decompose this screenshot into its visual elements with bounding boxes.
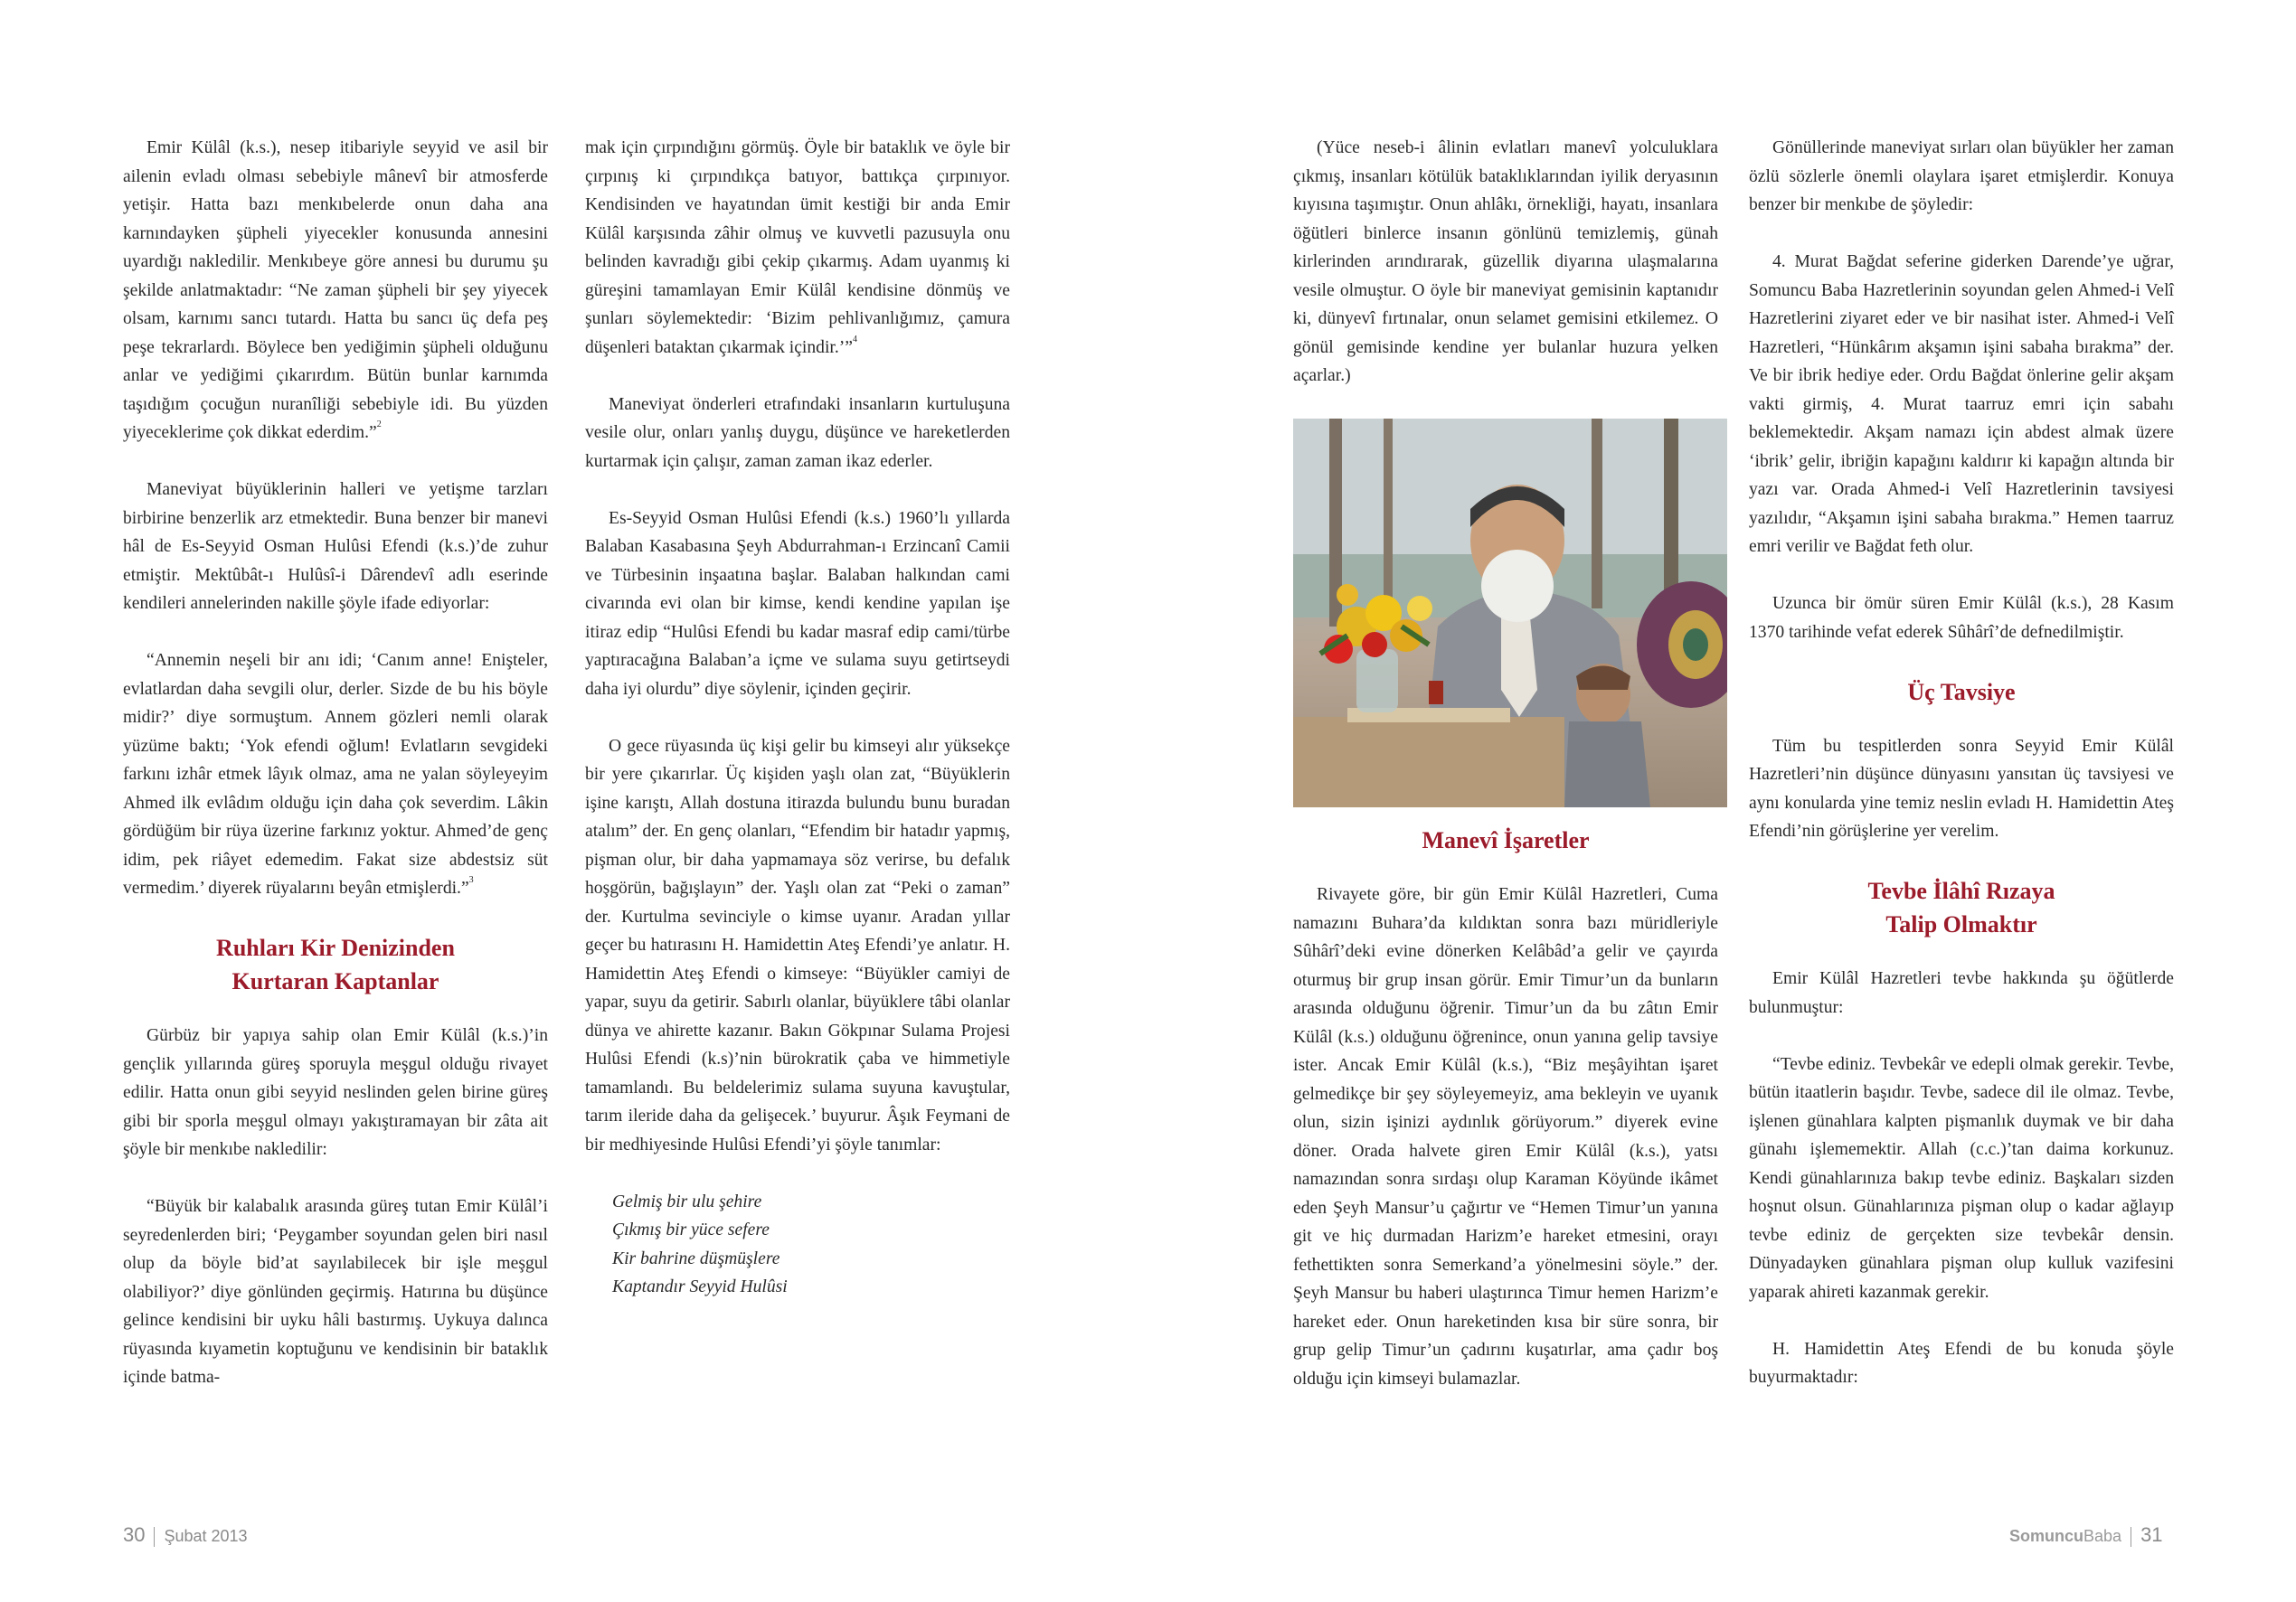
portrait-photo xyxy=(1293,419,1727,807)
body-paragraph: 4. Murat Bağdat seferine giderken Darende’ye uğrar, Somuncu Baba Hazretlerinin soyundan gelen Ahmed-i Velî Hazretlerini ziyaret eder ve bir nasihat ister. Ahmed-i Velî Hazretleri, “Hünkârım akşamın işini sabaha bırakma” der. Ve bir ibrik hediye eder. Ordu Bağdat önlerine gelir akşam vakti girmiş, 4. Murat taarruz emri için sabahı beklemektedir. Akşam namazı için abdest almak üzere ‘ibrik’ gelir, ibriğin kapağını kaldırır ki kapağın altında bir yazı var. Orada Ahmed-i Velî Hazretlerinin tavsiyesi yazılıdır, “Akşamın işini sabaha bırakma.” Hemen taarruz emri verilir ve Bağdat feth olur. xyxy=(1749,252,2174,556)
body-paragraph: Emir Külâl Hazretleri tevbe hakkında şu öğütlerde bulunmuştur: xyxy=(1749,969,2174,1017)
quote-paragraph: “Büyük bir kalabalık arasında güreş tutan Emir Külâl’i seyredenlerden biri; ‘Peygamber soyundan gelen biri nasıl olup da böyle bid’at sayılabilecek bir işle meşgul olabiliyor?’ diye gönlünden geçirmiş. Hatırına bu düşünce gelince kendisini bir uyku hâli bastırmış. Uykuya dalınca rüyasında kıyametin koptuğunu ve kendisinin bir bataklık içinde batma- xyxy=(123,1197,548,1387)
body-paragraph: Gönüllerinde maneviyat sırları olan büyükler her zaman özlü sözlerle önemli olaylara işaret etmişlerdir. Konuya benzer bir menkıbe de şöyledir: xyxy=(1749,138,2174,214)
poem-line: Kir bahrine düşmüşlere xyxy=(612,1249,780,1268)
body-paragraph: (Yüce neseb-i âlinin evlatları manevî yolculuklara çıkmış, insanları kötülük bataklıklarından iyilik deryasının kıyısına taşımıştır. Onun ahlâkı, örnekliği, hayatı, insanlara öğütleri binlerce insanın gönlünü temizlemiş, günah kirlerinden arındırarak, güzellik diyarına ulaşmalarına vesile olmuştur. O öyle bir maneviyat gemisinin kaptanıdır ki, dünyevî fırtınalar, onun selamet gemisini etkilemez. O gönül gemisinde kendine yer bulanlar huzura yelken açarlar.) xyxy=(1293,138,1718,385)
poem-line: Gelmiş bir ulu şehire xyxy=(612,1192,762,1211)
body-paragraph: Uzunca bir ömür süren Emir Külâl (k.s.), 28 Kasım 1370 tarihinde vefat ederek Sûhârî’de defnedilmiştir. xyxy=(1749,594,2174,642)
right-page-column-1 xyxy=(1293,134,1718,1393)
body-paragraph: Maneviyat önderleri etrafındaki insanların kurtuluşuna vesile olur, onları yanlış duygu, düşünce ve hareketlerden kurtarmak için çalışır, zaman zaman ikaz ederler. xyxy=(585,394,1010,471)
section-heading: Manevî İşaretler xyxy=(1422,827,1590,853)
body-paragraph: O gece rüyasında üç kişi gelir bu kimseyi alır yüksekçe bir yere çıkarırlar. Üç kişiden yaşlı olan zat, “Büyüklerin işine karıştı, Allah dostuna itirazda bulundu bunu buradan atalım” der. En genç olanları, “Efendim bir hatadır yapmış, pişman olur, bir daha yapmamaya söz verirse, bu defalık hoşgörün, bağışlayın” der. Yaşlı olan zat “Peki o zaman” der. Kurtulma sevinciyle o kimse uyanır. Aradan yıllar geçer bu hatırasını H. Hamidettin Ateş Efendi’ye anlatır. H. Hamidettin Ateş Efendi o kimseye: “Büyükler camiyi de yapar, suyu da getirir. Sabırlı olanlar, büyüklere tâbi olanlar dünya ve ahirette kazanır. Bakın Gökpınar Sulama Projesi Hulûsi Efendi (k.s)’nin bürokratik çaba ve himmetiyle tamamlandı. Bu beldelerimiz sulama suyuna kavuştular, tarım ileride daha da gelişecek.’ buyurur. Âşık Feymani de bir medhiyesinde Hulûsi Efendi’yi şöyle tanımlar: xyxy=(585,736,1010,1154)
body-paragraph: Emir Külâl (k.s.), nesep itibariyle seyyid ve asil bir ailenin evladı olması sebebiyle mânevî bir atmosferde yetişir. Hatta bazı menkıbelerde onun daha ana karnındayken şüpheli yiyecekler konusunda annesini uyardığı nakledilir. Menkıbeye göre annesi bu durumu şu şekilde anlatmaktadır: “Ne zaman şüpheli bir şey yiyecek olsam, karnımı sancı tutardı. Hatta bu sancı üç defa peş peşe tekrarlardı. Böylece ben yediğimin şüpheli olduğunu anlar ve yediğimi çıkarırdım. Bütün bunlar karnımda taşıdığım çocuğun nuranîliği sebebiyle idi. Bu yüzden yiyeceklerime çok dikkat ederdim.”$^2$ xyxy=(123,138,548,442)
left-footer xyxy=(123,1523,248,1547)
footer-divider xyxy=(154,1527,155,1547)
portrait-photo-illustration xyxy=(1293,419,1727,807)
page-number: 31 xyxy=(2140,1523,2163,1546)
poem-line: Çıkmış bir yüce sefere xyxy=(612,1220,770,1239)
body-paragraph: Maneviyat büyüklerinin halleri ve yetişme tarzları birbirine benzerlik arz etmektedir. Buna benzer bir manevi hâl de Es-Seyyid Osman Hulûsi Efendi (k.s.)’de zuhur etmiştir. Mektûbât-ı Hulûsî-i Dârendevî adlı eserinde kendileri annelerinden nakille şöyle ifade ediyorlar: xyxy=(123,480,548,613)
section-heading: Tevbe İlâhî Rızaya Talip Olmaktır xyxy=(1867,878,2055,938)
right-footer xyxy=(2009,1523,2163,1547)
magazine-logo: SomuncuBaba xyxy=(2009,1527,2122,1545)
issue-date: Şubat 2013 xyxy=(164,1527,248,1545)
left-page-column-1 xyxy=(123,134,548,1392)
quote-paragraph: “Annemin neşeli bir anı idi; ‘Canım anne! Enişteler, evlatlardan daha sevgili olur, derler. Sizde de bu his böyle midir?’ diye sormuştum. Annem gözleri nemli olarak yüzüme baktı; ‘Yok efendi oğlum! Evlatların sevgideki farkını izhâr etmek lâyık olmaz, ama ne yalan söyleyeyim Ahmed ilk evlâdım olduğu için daha çok severdim. Lâkin gördüğüm bir rüya üzerine farkınız yoktur. Ahmed’de genç idim, pek riâyet edemedim. Fakat size abdestsiz süt vermedim.’ diyerek rüyalarını beyân etmişlerdi.”$^3$ xyxy=(123,651,548,898)
poem xyxy=(585,1188,1010,1302)
right-page-column-2 xyxy=(1749,134,2174,1392)
body-paragraph: H. Hamidettin Ateş Efendi de bu konuda şöyle buyurmaktadır: xyxy=(1749,1339,2174,1387)
body-paragraph: mak için çırpındığını görmüş. Öyle bir bataklık ve öyle bir çırpınış ki çırpındıkça batıyor, battıkça çırpınıyor. Kendisinden ve hayatından ümit kestiği bir anda Emir Külâl karşısında zâhir olmuş ve kuvvetli pazusuyla onu belinden kavradığı gibi çekip çıkarmış. Adam uyanmış ki güreşini tamamlayan Emir Külâl kendisine dönmüş ve şunları söylemektedir: ‘Bizim pehlivanlığımız, çamura düşenleri bataktan çıkarmak içindir.’”$^4$ xyxy=(585,138,1010,357)
body-paragraph: Rivayete göre, bir gün Emir Külâl Hazretleri, Cuma namazını Buhara’da kıldıktan sonra bazı müridleriyle Sûhârî’deki evine dönerken Kelâbâd’a gelir ve çayırda oturmuş bir grup insan görür. Emir Timur’un da bunların arasında olduğunu öğrenir. Timur’un da bu zâtın Emir Külâl (k.s.) olduğunu öğrenince, onun yanına gelip tavsiye ister. Ancak Emir Külâl (k.s.), “Biz meşâyihtan işaret gelmedikçe bir şey söyleyemeyiz, ama bekleyin ve uyanık olun, sizin işinizi aydınlık görüyorum.” diyerek evine döner. Orada halvete giren Emir Külâl (k.s.), yatsı namazından sonra sırdaşı olup Karaman Köyünde ikâmet eden Şeyh Mansur’u çağırtır ve “Hemen Timur’un yanına git ve hiç durmadan Harizm’e hareket etmesini, orayı fethettikten sonra Semerkand’a yönelmesini söyle.” der. Şeyh Mansur bu haberi ulaştırınca Timur hemen Harizm’e hareket eder. Onun hareketinden kısa bir süre sonra, bir grup gelip Timur’un çadırını kuşatırlar, ama çadır boş olduğu için kimseyi bulamazlar. xyxy=(1293,885,1718,1389)
page-number: 30 xyxy=(123,1523,146,1546)
section-heading: Üç Tavsiye xyxy=(1907,678,2016,705)
quote-paragraph: “Tevbe ediniz. Tevbekâr ve edepli olmak gerekir. Tevbe, bütün itaatlerin başıdır. Tevbe, sadece dil ile olmaz. Tevbe, işlenen günahlara kalpten pişmanlık duymak ve bir daha günahı işlememektir. Allah (c.c.)’tan daima korkunuz. Kendi günahlarınıza bakıp tevbe ediniz. Başkaları sizden hoşnut olsun. Günahlarınıza pişman olup o kadar ağlayıp tevbe ediniz de gerçekten size tevbekâr densin. Dünyadayken günahlara pişman olup kulluk vazifesini yaparak ahireti kazanmak gerekir. xyxy=(1749,1054,2174,1302)
body-paragraph: Es-Seyyid Osman Hulûsi Efendi (k.s.) 1960’lı yıllarda Balaban Kasabasına Şeyh Abdurrahman-ı Erzincanî Camii ve Türbesinin inşaatına başlar. Balaban halkından cami civarında evi olan bir kimse, kendi kendine yapılan işe itiraz edip “Hulûsi Efendi bu kadar masraf edip cami/türbe yaptıracağına Balaban’a içme ve sulama suyu getirtseydi daha iyi olurdu” diye söylenir, içinden geçirir. xyxy=(585,508,1010,699)
poem-line: Kaptandır Seyyid Hulûsi xyxy=(612,1277,788,1296)
section-heading: Ruhları Kir Denizinden Kurtaran Kaptanlar xyxy=(216,935,455,994)
body-paragraph: Gürbüz bir yapıya sahip olan Emir Külâl (k.s.)’in gençlik yıllarında güreş sporuyla meşgul olduğu rivayet edilir. Hatta onun gibi seyyid neslinden gelen birine güreş gibi bir sporla meşgul olmayı yakıştıramayan bir zâta ait şöyle bir menkıbe nakledilir: xyxy=(123,1026,548,1159)
left-page-column-2 xyxy=(585,134,1010,1302)
body-paragraph: Tüm bu tespitlerden sonra Seyyid Emir Külâl Hazretleri’nin düşünce dünyasını yansıtan üç tavsiyesi ve aynı konularda yine temiz neslin evladı H. Hamidettin Ateş Efendi’nin görüşlerine yer verelim. xyxy=(1749,736,2174,841)
